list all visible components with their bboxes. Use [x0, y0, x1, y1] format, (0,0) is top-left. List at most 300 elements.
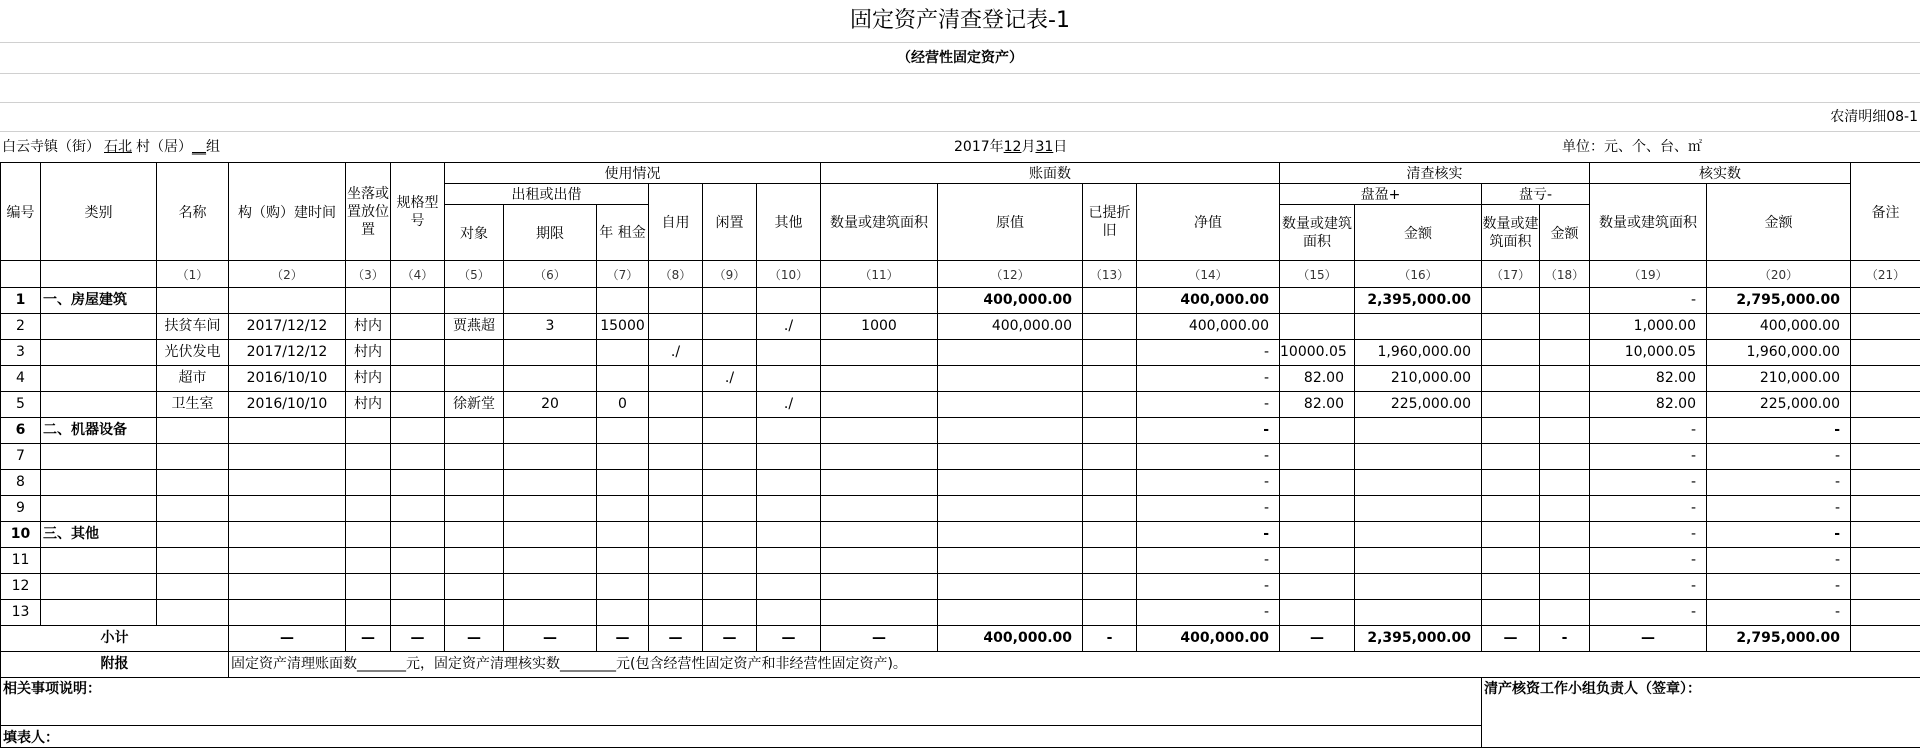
row-build-time: [229, 600, 346, 626]
date-year: 2017: [954, 139, 990, 155]
header-deficit-qty: 数量或建筑面积: [1482, 205, 1540, 261]
col-index: （4）: [391, 261, 445, 288]
row-idle: [703, 314, 757, 340]
col-index: （5）: [445, 261, 504, 288]
table-row: [1, 340, 1920, 366]
row-number: 12: [1, 574, 41, 600]
village-suffix: 村（居）: [136, 139, 192, 155]
row-spec: [391, 600, 445, 626]
row-name: [157, 574, 229, 600]
row-actual-qty: -: [1590, 600, 1707, 626]
col-index: （21）: [1851, 261, 1920, 288]
row-remark: [1851, 288, 1920, 314]
row-remark: [1851, 574, 1920, 600]
row-actual-qty: -: [1590, 288, 1707, 314]
row-deficit-qty: [1482, 548, 1540, 574]
row-book-qty: [821, 444, 938, 470]
subtotal-cell: [1851, 626, 1920, 652]
row-book-dep: [1083, 470, 1137, 496]
row-actual-qty: -: [1590, 470, 1707, 496]
row-surplus-amt: [1355, 314, 1482, 340]
row-build-time: 2017/12/12: [229, 340, 346, 366]
row-deficit-amt: [1540, 418, 1590, 444]
row-book-orig: [938, 548, 1083, 574]
row-self-use: [649, 366, 703, 392]
page-title: 固定资产清查登记表-1: [0, 0, 1920, 43]
page-subtitle: （经营性固定资产）: [0, 43, 1920, 74]
row-target: [445, 548, 504, 574]
row-term: [504, 522, 597, 548]
row-actual-qty: -: [1590, 444, 1707, 470]
row-surplus-amt: [1355, 574, 1482, 600]
row-book-net: -: [1137, 600, 1280, 626]
row-book-net: -: [1137, 444, 1280, 470]
village-name: 石北: [100, 139, 136, 155]
row-build-time: 2016/10/10: [229, 392, 346, 418]
row-deficit-amt: [1540, 496, 1590, 522]
row-book-qty: [821, 392, 938, 418]
row-deficit-amt: [1540, 314, 1590, 340]
row-category: [41, 496, 157, 522]
row-rent-amount: [597, 340, 649, 366]
row-book-dep: [1083, 392, 1137, 418]
row-term: [504, 340, 597, 366]
col-index: （18）: [1540, 261, 1590, 288]
row-book-orig: [938, 574, 1083, 600]
row-category: [41, 366, 157, 392]
row-name: [157, 288, 229, 314]
row-remark: [1851, 470, 1920, 496]
row-rent-amount: [597, 288, 649, 314]
row-target: 徐新堂: [445, 392, 504, 418]
row-book-orig: [938, 418, 1083, 444]
subtotal-cell: -: [1540, 626, 1590, 652]
row-actual-qty: -: [1590, 574, 1707, 600]
row-actual-amt: 2,795,000.00: [1707, 288, 1851, 314]
col-index: （10）: [757, 261, 821, 288]
row-deficit-qty: [1482, 340, 1540, 366]
row-target: [445, 366, 504, 392]
group-blank: __: [192, 139, 206, 155]
row-idle: [703, 548, 757, 574]
row-idle: [703, 574, 757, 600]
header-actual-qty: 数量或建筑面积: [1590, 184, 1707, 261]
row-self-use: [649, 288, 703, 314]
table-row: [1, 600, 1920, 626]
row-book-orig: 400,000.00: [938, 288, 1083, 314]
col-index: （13）: [1083, 261, 1137, 288]
header-book-dep: 已提折旧: [1083, 184, 1137, 261]
row-target: 贾燕超: [445, 314, 504, 340]
header-surplus: 盘盈+: [1280, 184, 1482, 205]
col-index: （8）: [649, 261, 703, 288]
date-year-suffix: 年: [990, 139, 1004, 155]
row-surplus-qty: [1280, 574, 1355, 600]
row-other: ./: [757, 314, 821, 340]
row-number: 13: [1, 600, 41, 626]
row-surplus-qty: [1280, 288, 1355, 314]
row-category: 二、机器设备: [41, 418, 157, 444]
row-number: 10: [1, 522, 41, 548]
row-book-orig: [938, 392, 1083, 418]
header-deficit-amt: 金额: [1540, 205, 1590, 261]
row-spec: [391, 418, 445, 444]
subtotal-cell: —: [1590, 626, 1707, 652]
col-index: （12）: [938, 261, 1083, 288]
row-number: 6: [1, 418, 41, 444]
row-rent-amount: [597, 418, 649, 444]
row-book-qty: [821, 600, 938, 626]
row-actual-amt: -: [1707, 444, 1851, 470]
row-other: [757, 444, 821, 470]
subtotal-cell: 400,000.00: [1137, 626, 1280, 652]
row-actual-amt: 225,000.00: [1707, 392, 1851, 418]
subtotal-cell: —: [504, 626, 597, 652]
row-remark: [1851, 496, 1920, 522]
header-usage: 使用情况: [445, 163, 821, 184]
row-actual-amt: -: [1707, 548, 1851, 574]
row-category: [41, 392, 157, 418]
row-surplus-amt: [1355, 418, 1482, 444]
row-other: [757, 496, 821, 522]
row-rent-amount: [597, 496, 649, 522]
row-book-dep: [1083, 444, 1137, 470]
row-deficit-amt: [1540, 522, 1590, 548]
row-other: [757, 548, 821, 574]
row-book-orig: [938, 496, 1083, 522]
row-build-time: [229, 470, 346, 496]
row-book-dep: [1083, 366, 1137, 392]
table-row: [1, 470, 1920, 496]
row-book-dep: [1083, 522, 1137, 548]
row-remark: [1851, 392, 1920, 418]
row-number: 9: [1, 496, 41, 522]
table-row: [1, 444, 1920, 470]
header-actual: 核实数: [1590, 163, 1851, 184]
header-surplus-qty: 数量或建筑面积: [1280, 205, 1355, 261]
row-surplus-qty: [1280, 522, 1355, 548]
row-deficit-amt: [1540, 392, 1590, 418]
row-location: 村内: [346, 392, 391, 418]
row-book-qty: [821, 496, 938, 522]
row-self-use: [649, 314, 703, 340]
row-remark: [1851, 444, 1920, 470]
row-name: [157, 522, 229, 548]
table-row: [1, 496, 1920, 522]
row-remark: [1851, 340, 1920, 366]
row-actual-qty: -: [1590, 548, 1707, 574]
col-index: （2）: [229, 261, 346, 288]
row-name: [157, 496, 229, 522]
row-deficit-qty: [1482, 314, 1540, 340]
row-term: [504, 574, 597, 600]
row-surplus-amt: [1355, 600, 1482, 626]
row-book-qty: [821, 366, 938, 392]
row-self-use: [649, 522, 703, 548]
table-row: [1, 366, 1920, 392]
row-idle: [703, 288, 757, 314]
row-book-qty: 1000: [821, 314, 938, 340]
row-book-dep: [1083, 496, 1137, 522]
row-surplus-amt: 210,000.00: [1355, 366, 1482, 392]
table-row: [1, 418, 1920, 444]
col-index: （6）: [504, 261, 597, 288]
header-no: 编号: [1, 163, 41, 261]
row-other: [757, 470, 821, 496]
table-row: [1, 522, 1920, 548]
row-deficit-qty: [1482, 600, 1540, 626]
report-date: [954, 132, 1067, 162]
row-actual-amt: 210,000.00: [1707, 366, 1851, 392]
row-actual-amt: -: [1707, 522, 1851, 548]
row-deficit-amt: [1540, 574, 1590, 600]
table-row: [1, 392, 1920, 418]
row-rent-amount: 15000: [597, 314, 649, 340]
row-number: 5: [1, 392, 41, 418]
header-rent: 出租或出借: [445, 184, 649, 205]
row-rent-amount: [597, 548, 649, 574]
row-self-use: [649, 548, 703, 574]
row-location: [346, 470, 391, 496]
row-actual-amt: -: [1707, 574, 1851, 600]
col-index: （9）: [703, 261, 757, 288]
header-idle: 闲置: [703, 184, 757, 261]
row-spec: [391, 392, 445, 418]
row-self-use: [649, 392, 703, 418]
row-book-dep: [1083, 600, 1137, 626]
row-surplus-qty: 82.00: [1280, 366, 1355, 392]
row-deficit-amt: [1540, 600, 1590, 626]
subtotal-cell: —: [597, 626, 649, 652]
header-actual-amt: 金额: [1707, 184, 1851, 261]
row-spec: [391, 444, 445, 470]
row-rent-amount: [597, 522, 649, 548]
row-category: [41, 600, 157, 626]
row-number: 2: [1, 314, 41, 340]
row-self-use: ./: [649, 340, 703, 366]
row-surplus-amt: [1355, 522, 1482, 548]
row-deficit-amt: [1540, 470, 1590, 496]
row-surplus-amt: [1355, 548, 1482, 574]
row-target: [445, 574, 504, 600]
row-book-dep: [1083, 340, 1137, 366]
notes-row: [1, 678, 1920, 726]
date-month-suffix: 月: [1021, 139, 1035, 155]
row-deficit-amt: [1540, 366, 1590, 392]
subtotal-cell: —: [391, 626, 445, 652]
row-target: [445, 496, 504, 522]
date-day-suffix: 日: [1053, 139, 1067, 155]
row-rent-amount: [597, 470, 649, 496]
row-other: [757, 366, 821, 392]
row-remark: [1851, 600, 1920, 626]
row-actual-qty: 10,000.05: [1590, 340, 1707, 366]
row-surplus-qty: [1280, 314, 1355, 340]
row-rent-amount: 0: [597, 392, 649, 418]
row-name: [157, 548, 229, 574]
col-index: （7）: [597, 261, 649, 288]
row-term: [504, 600, 597, 626]
row-book-qty: [821, 288, 938, 314]
row-book-orig: [938, 522, 1083, 548]
index-blank: [41, 261, 157, 288]
row-number: 3: [1, 340, 41, 366]
row-surplus-amt: 1,960,000.00: [1355, 340, 1482, 366]
row-category: 一、房屋建筑: [41, 288, 157, 314]
header-book-qty: 数量或建筑面积: [821, 184, 938, 261]
row-book-qty: [821, 470, 938, 496]
row-term: [504, 366, 597, 392]
row-location: [346, 600, 391, 626]
header-remark: 备注: [1851, 163, 1920, 261]
row-book-net: -: [1137, 340, 1280, 366]
row-deficit-amt: [1540, 548, 1590, 574]
subtotal-cell: —: [445, 626, 504, 652]
row-rent-amount: [597, 574, 649, 600]
row-surplus-qty: [1280, 548, 1355, 574]
row-deficit-amt: [1540, 444, 1590, 470]
row-book-net: -: [1137, 418, 1280, 444]
row-spec: [391, 314, 445, 340]
row-surplus-amt: 225,000.00: [1355, 392, 1482, 418]
header-term: 期限: [504, 205, 597, 261]
row-location: 村内: [346, 366, 391, 392]
row-deficit-qty: [1482, 444, 1540, 470]
header-other: 其他: [757, 184, 821, 261]
row-location: [346, 288, 391, 314]
row-spec: [391, 496, 445, 522]
index-blank: [1, 261, 41, 288]
row-spec: [391, 574, 445, 600]
row-number: 7: [1, 444, 41, 470]
row-location: [346, 548, 391, 574]
row-location: [346, 496, 391, 522]
row-other: [757, 288, 821, 314]
row-build-time: 2016/10/10: [229, 366, 346, 392]
header-build-time: 构（购）建时间: [229, 163, 346, 261]
subtotal-cell: -: [1083, 626, 1137, 652]
row-idle: [703, 444, 757, 470]
row-term: [504, 548, 597, 574]
row-actual-amt: -: [1707, 600, 1851, 626]
row-deficit-qty: [1482, 288, 1540, 314]
row-build-time: [229, 496, 346, 522]
row-idle: [703, 418, 757, 444]
row-book-orig: [938, 444, 1083, 470]
row-build-time: [229, 444, 346, 470]
row-category: 三、其他: [41, 522, 157, 548]
row-deficit-qty: [1482, 418, 1540, 444]
row-book-orig: [938, 470, 1083, 496]
row-target: [445, 288, 504, 314]
row-spec: [391, 522, 445, 548]
row-deficit-qty: [1482, 366, 1540, 392]
row-target: [445, 444, 504, 470]
row-book-net: -: [1137, 574, 1280, 600]
column-index-row: [1, 261, 1920, 288]
date-month: 12: [1004, 139, 1022, 155]
row-term: 20: [504, 392, 597, 418]
header-spec: 规格型号: [391, 163, 445, 261]
row-surplus-qty: 10000.05: [1280, 340, 1355, 366]
row-category: [41, 548, 157, 574]
row-book-qty: [821, 574, 938, 600]
row-idle: [703, 470, 757, 496]
row-location: 村内: [346, 340, 391, 366]
header-surplus-amt: 金额: [1355, 205, 1482, 261]
row-idle: [703, 340, 757, 366]
subtotal-cell: 400,000.00: [938, 626, 1083, 652]
row-build-time: 2017/12/12: [229, 314, 346, 340]
row-actual-amt: 400,000.00: [1707, 314, 1851, 340]
annex-row: [1, 652, 1920, 678]
row-actual-qty: 82.00: [1590, 366, 1707, 392]
row-build-time: [229, 288, 346, 314]
header-deficit: 盘亏-: [1482, 184, 1590, 205]
table-body: [1, 288, 1920, 626]
subtotal-cell: —: [229, 626, 346, 652]
header-verify: 清查核实: [1280, 163, 1590, 184]
asset-table: [0, 162, 1920, 748]
row-book-qty: [821, 418, 938, 444]
col-index: （3）: [346, 261, 391, 288]
row-number: 11: [1, 548, 41, 574]
row-surplus-qty: 82.00: [1280, 392, 1355, 418]
row-book-net: -: [1137, 496, 1280, 522]
annex-text: 固定资产清理账面数_______元，固定资产清理核实数________元(包含经营性固定资产和非经营性固定资产)。: [229, 652, 1920, 678]
row-actual-qty: -: [1590, 522, 1707, 548]
row-name: 超市: [157, 366, 229, 392]
row-remark: [1851, 548, 1920, 574]
info-row: [0, 132, 1920, 162]
col-index: （17）: [1482, 261, 1540, 288]
row-spec: [391, 548, 445, 574]
row-actual-qty: 82.00: [1590, 392, 1707, 418]
row-book-qty: [821, 548, 938, 574]
table-row: [1, 288, 1920, 314]
row-spec: [391, 288, 445, 314]
col-index: （1）: [157, 261, 229, 288]
header-self-use: 自用: [649, 184, 703, 261]
row-actual-qty: 1,000.00: [1590, 314, 1707, 340]
town-label: 白云寺镇（街）: [2, 139, 100, 155]
col-index: （20）: [1707, 261, 1851, 288]
row-book-qty: [821, 522, 938, 548]
row-target: [445, 418, 504, 444]
header-target: 对象: [445, 205, 504, 261]
subtotal-label: 小计: [1, 626, 229, 652]
row-other: [757, 600, 821, 626]
row-self-use: [649, 418, 703, 444]
row-target: [445, 600, 504, 626]
annex-label: 附报: [1, 652, 229, 678]
row-name: [157, 470, 229, 496]
header-book-net: 净值: [1137, 184, 1280, 261]
row-surplus-qty: [1280, 496, 1355, 522]
row-book-orig: [938, 366, 1083, 392]
row-term: 3: [504, 314, 597, 340]
col-index: （16）: [1355, 261, 1482, 288]
header-name: 名称: [157, 163, 229, 261]
spacer-row: [0, 74, 1920, 103]
table-row: [1, 548, 1920, 574]
unit-label: 单位：元、个、台、㎡: [1562, 132, 1702, 162]
row-book-net: -: [1137, 470, 1280, 496]
row-surplus-amt: [1355, 470, 1482, 496]
row-category: [41, 314, 157, 340]
row-name: 光伏发电: [157, 340, 229, 366]
subtotal-cell: —: [1280, 626, 1355, 652]
